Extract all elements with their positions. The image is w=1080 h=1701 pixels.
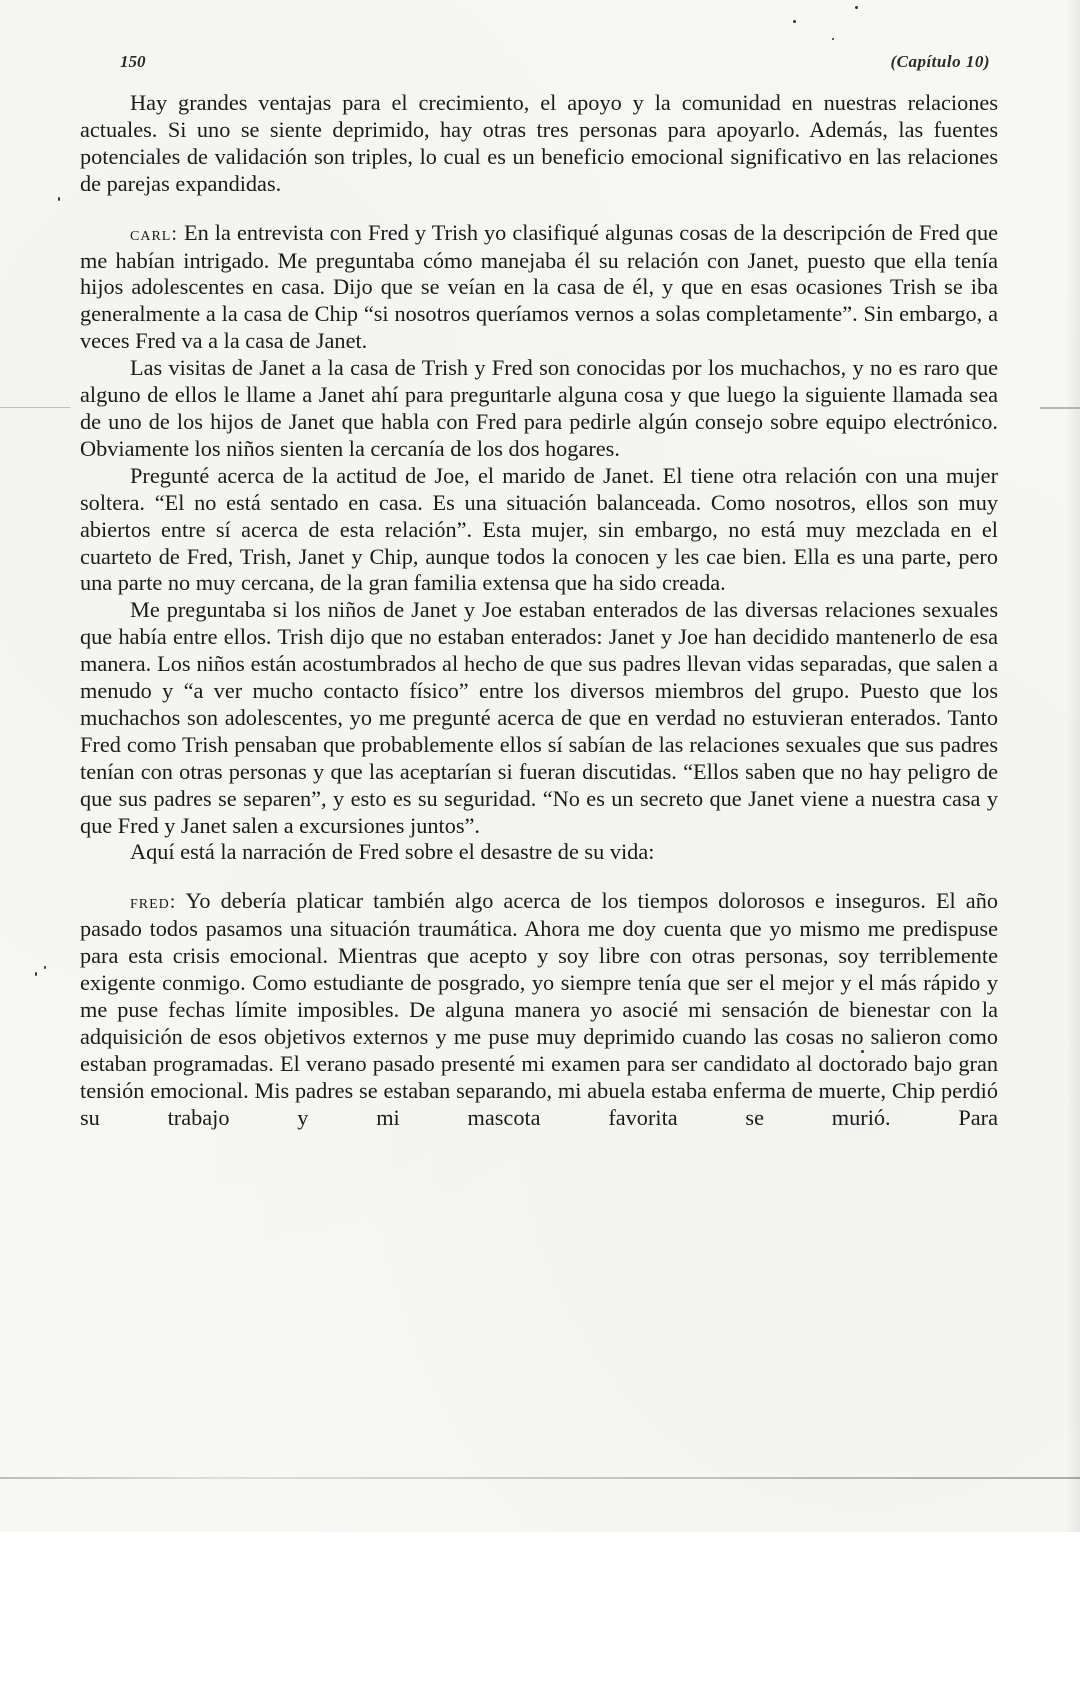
paragraph-text: Pregunté acerca de la actitud de Joe, el marido de Janet. El tiene otra relación con una mujer soltera. “El no está sentado en casa. Es una situación balanceada. Como nosotros, ellos son muy abiertos entre sí acerca de esta relación”. Esta mujer, sin embargo, no está muy mezclada en el cuarteto de Fred, Trish, Janet y Chip, aunque todos la conocen y les cae bien. Ella es una parte, pero una parte no muy cercana, de la gran familia extensa que ha sido creada. bbox=[80, 462, 998, 596]
speaker-label: carl: bbox=[130, 222, 178, 245]
paragraph-visits bbox=[80, 355, 998, 463]
body-text bbox=[80, 90, 998, 1132]
scan-artifact-line bbox=[0, 1477, 1080, 1479]
paragraph-text: En la entrevista con Fred y Trish yo clasifiqué algunas cosas de la descripción de Fred que me habían intrigado. Me preguntaba cómo manejaba él su relación con Janet, puesto que ella tenía hijos adolescentes en casa. Dijo que se veían en la casa de él, y que en esas ocasiones Trish se iba generalmente a la casa de Chip “si nosotros queríamos vernos a solas completamente”. Sin embargo, a veces Fred va a la casa de Janet. bbox=[80, 219, 998, 354]
scan-speck bbox=[793, 20, 796, 23]
paragraph-fred bbox=[80, 888, 998, 1131]
paragraph-carl bbox=[80, 220, 998, 356]
chapter-label: (Capítulo 10) bbox=[890, 52, 990, 71]
paragraph-narration-intro bbox=[80, 839, 998, 866]
speaker-label: fred: bbox=[130, 891, 177, 914]
paragraph-text: Las visitas de Janet a la casa de Trish y Fred son conocidas por los muchachos, y no es raro que alguno de ellos le llame a Janet ahí para preguntarle alguna cosa y que luego la siguiente llamada sea de uno de los hijos de Janet que habla con Fred para pedirle algún consejo sobre equipo electrónico. Obviamente los niños sienten la cercanía de los dos hogares. bbox=[80, 355, 998, 461]
scan-speck bbox=[35, 972, 37, 976]
page-number: 150 bbox=[120, 52, 146, 71]
scan-artifact-line bbox=[0, 407, 70, 408]
page-edge-shadow bbox=[1066, 0, 1080, 1532]
scan-artifact-line bbox=[1040, 407, 1080, 409]
running-header bbox=[120, 52, 990, 76]
paragraph-children bbox=[80, 597, 998, 839]
scan-speck bbox=[855, 6, 858, 9]
paragraph-text: Aquí está la narración de Fred sobre el desastre de su vida: bbox=[130, 839, 655, 865]
paragraph-text: Hay grandes ventajas para el crecimiento, el apoyo y la comunidad en nuestras relaciones actuales. Si uno se siente deprimido, hay otras tres personas para apoyarlo. Además, las fuentes potenciales de validación son triples, lo cual es un beneficio emocional significativo en las relaciones de parejas expandidas. bbox=[80, 90, 998, 196]
paragraph-joe bbox=[80, 463, 998, 598]
paragraph-text: Yo debería platicar también algo acerca de los tiempos dolorosos e inseguros. El año pasado todos pasamos una situación traumática. Ahora me doy cuenta que yo mismo me predispuse para esta crisis emocional. Mientras que acepto y soy libre con otras personas, soy terriblemente exigente conmigo. Como estudiante de posgrado, yo siempre tenía que ser el mejor y el más rápido y me puse fechas límite imposibles. De alguna manera yo asocié mi sensación de bienestar con la adquisición de esos objetivos externos y me puse muy deprimido cuando las cosas no salieron como estaban programadas. El verano pasado presenté mi examen para ser candidato al doctorado bajo gran tensión emocional. Mis padres se estaban separando, mi abuela estaba enferma de muerte, Chip perdió su trabajo y mi mascota favorita se murió. Para bbox=[80, 888, 998, 1130]
scan-speck bbox=[832, 38, 834, 40]
scan-speck bbox=[44, 966, 46, 969]
paragraph-text: Me preguntaba si los niños de Janet y Joe estaban enterados de las diversas relaciones sexuales que había entre ellos. Trish dijo que no estaban enterados: Janet y Joe han decidido mantenerlo de esa manera. Los niños están acostumbrados al hecho de que sus padres llevan vidas separadas, que salen a menudo y “a ver mucho contacto físico” entre los diversos miembros del grupo. Puesto que los muchachos son adolescentes, yo me pregunté acerca de que en verdad no estuvieran enterados. Tanto Fred como Trish pensaban que probablemente ellos sí sabían de las relaciones sexuales que sus padres tenían con otras personas y que las aceptarían si fueran discutidas. “Ellos saben que no hay peligro de que sus padres se separen”, y esto es su seguridad. “No es un secreto que Janet viene a nuestra casa y que Fred y Janet salen a excursiones juntos”. bbox=[80, 597, 998, 838]
scan-speck bbox=[58, 197, 60, 201]
paragraph-intro bbox=[80, 90, 998, 198]
